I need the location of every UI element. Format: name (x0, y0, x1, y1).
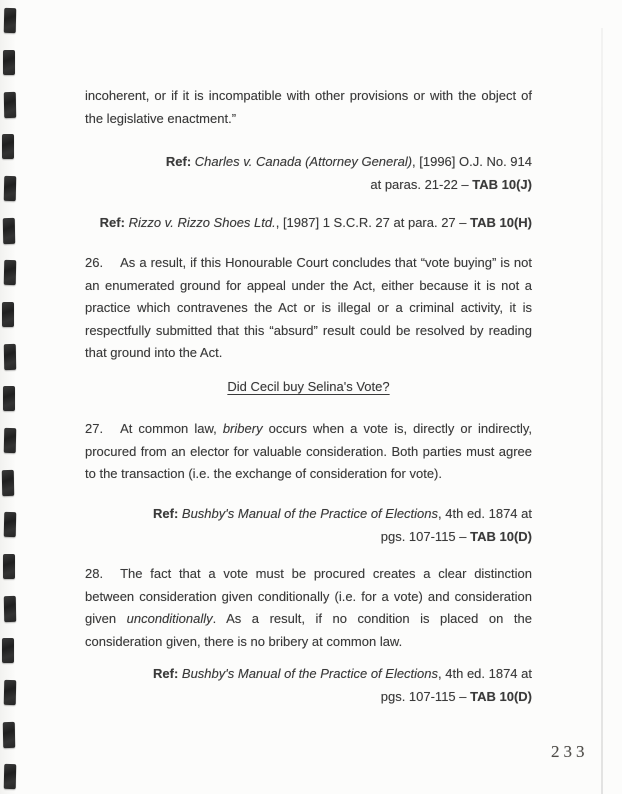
binding-hole (4, 344, 16, 370)
paragraph-text: The fact that a vote must be procured creates a clear distinction between consideration given conditionally (i.e. for a vote) and consideration given unconditionally. As a result, if no condition is placed on the consideration given, there is no bribery at common law. (85, 566, 532, 649)
binding-hole (3, 386, 15, 411)
paragraph-26 (85, 252, 532, 365)
paragraph-number: 28. (85, 566, 104, 581)
paragraph-28 (85, 563, 532, 653)
binding-hole (2, 134, 14, 159)
binding-hole (4, 512, 17, 537)
binding-strip (0, 0, 20, 794)
paragraph-number: 27. (85, 421, 104, 436)
page-number-stamp: 233 (551, 742, 589, 761)
reference-line: Ref: Charles v. Canada (Attorney General), [1996] O.J. No. 914 (165, 154, 532, 169)
reference-bushby-citation-2 (85, 662, 532, 708)
binding-hole (4, 596, 16, 622)
binding-hole (4, 260, 17, 285)
reference-line: at paras. 21-22 – TAB 10(J) (370, 177, 532, 192)
reference-charles-citation (85, 150, 532, 196)
binding-hole (4, 92, 16, 118)
binding-hole (3, 50, 15, 75)
reference-line: pgs. 107-115 – TAB 10(D) (380, 689, 532, 704)
binding-hole (2, 638, 14, 663)
section-heading (85, 376, 532, 399)
binding-hole (3, 218, 15, 244)
reference-line: pgs. 107-115 – TAB 10(D) (380, 529, 532, 544)
paragraph-text: At common law, bribery occurs when a vote is, directly or indirectly, procured from an elector for valuable consideration. Both parties must agree to the transaction (i.e. the exchange of consideration for vote). (85, 421, 532, 481)
binding-hole (3, 554, 15, 579)
paragraph-27 (85, 418, 532, 486)
paragraph-text: As a result, if this Honourable Court concludes that “vote buying” is not an enumerated ground for appeal under the Act, either because it is not a practice which contravenes the Act or is illegal or a criminal activity, it is respectfully submitted that this “absurd” result could be resolved by reading that ground into the Act. (85, 255, 532, 360)
reference-rizzo-citation (85, 211, 532, 234)
binding-hole (4, 8, 17, 33)
paragraph-number: 26. (85, 255, 104, 270)
binding-hole (4, 764, 17, 789)
reference-bushby-citation-1 (85, 502, 532, 548)
section-heading-text: Did Cecil buy Selina's Vote? (227, 379, 390, 394)
binding-hole (4, 680, 17, 705)
binding-hole (3, 722, 15, 748)
reference-line: Ref: Bushby's Manual of the Practice of Elections, 4th ed. 1874 at (153, 666, 532, 681)
binding-hole (4, 176, 17, 201)
reference-line: Ref: Rizzo v. Rizzo Shoes Ltd., [1987] 1 S.C.R. 27 at para. 27 – TAB 10(H) (99, 215, 532, 230)
quote-continuation-paragraph: incoherent, or if it is incompatible with other provisions or with the object of the legislative enactment.” (85, 88, 532, 126)
reference-line: Ref: Bushby's Manual of the Practice of Elections, 4th ed. 1874 at (153, 506, 532, 521)
binding-hole (4, 428, 17, 453)
binding-hole (2, 302, 14, 327)
page-edge-line (601, 28, 603, 794)
binding-hole (2, 470, 14, 496)
